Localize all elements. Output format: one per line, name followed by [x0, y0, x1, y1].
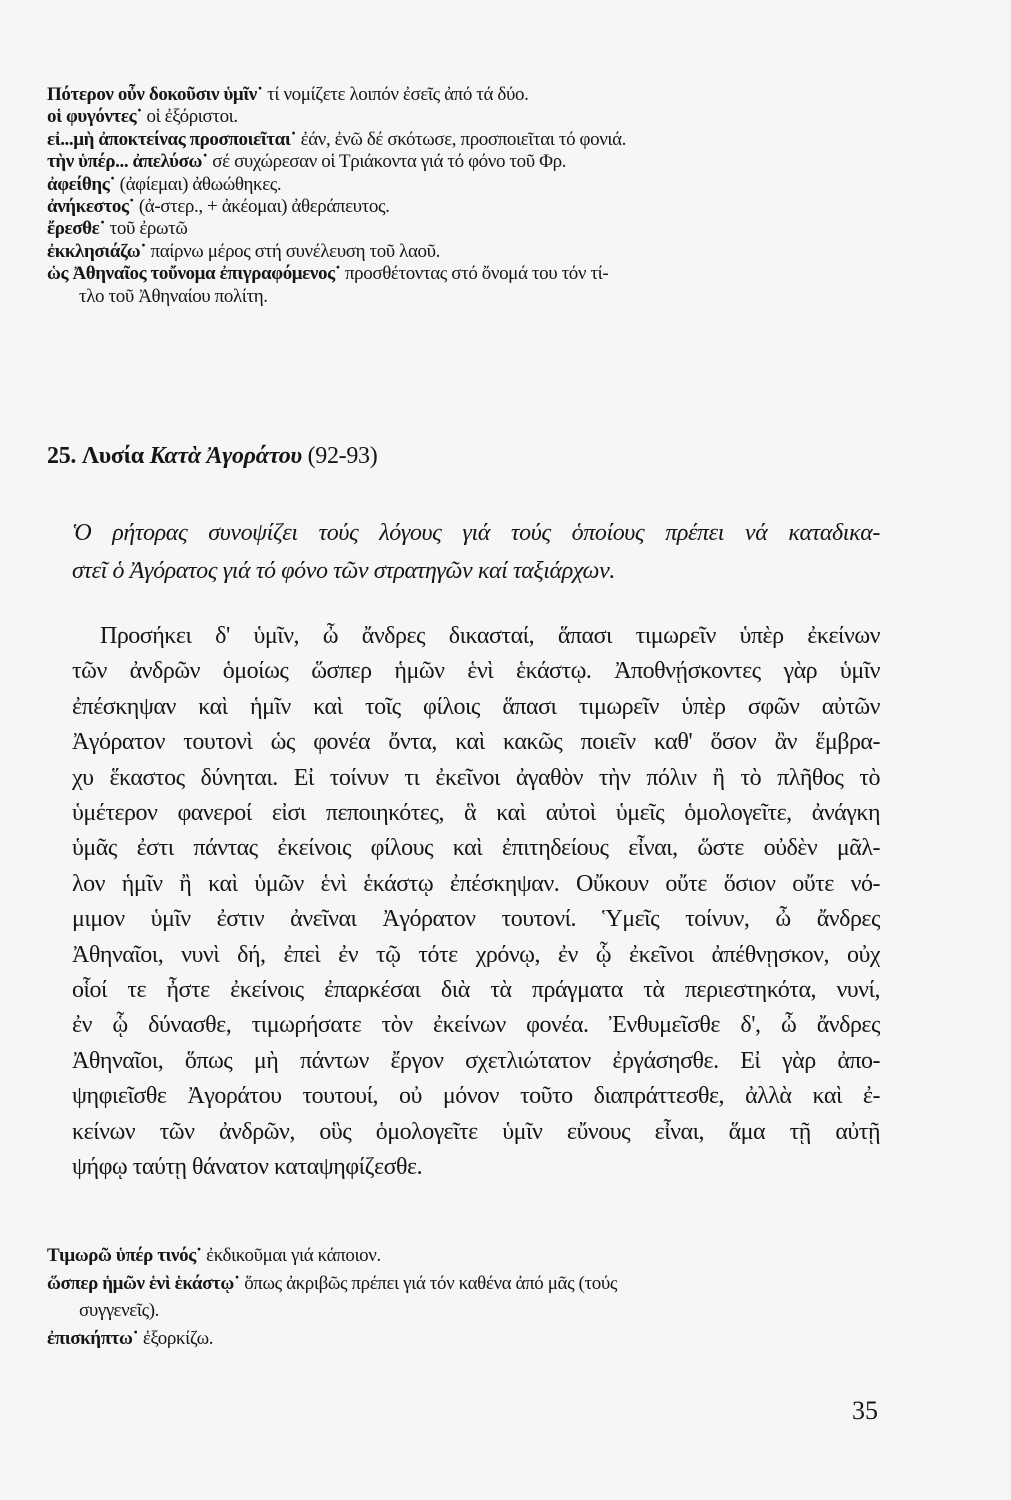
intro-line: στεῖ ὁ Ἀγόρατος γιά τό φόνο τῶν στρατηγῶν καί ταξιάρχων.	[72, 558, 615, 584]
text-line: οἷοί τε ἦστε ἐκείνοις ἐπαρκέσαι διὰ τὰ πράγματα τὰ περιεστηκότα, νυνί,	[72, 977, 880, 1004]
glossary-definition: ἐκδικοῦμαι γιά κάποιον.	[201, 1245, 381, 1266]
main-text	[72, 619, 880, 1186]
glossary-entry	[47, 1270, 877, 1325]
section-intro	[72, 514, 880, 590]
glossary-entry	[47, 241, 877, 263]
text-line: ψήφῳ ταύτῃ θάνατον καταψηφίζεσθε.	[72, 1154, 423, 1181]
section-heading	[47, 443, 377, 470]
text-line: ἐπέσκηψαν καὶ ἡμῖν καὶ τοῖς φίλοις ἅπασι τιμωρεῖν ὑπὲρ σφῶν αὐτῶν	[72, 693, 880, 720]
glossary-term: ἀφείθης˙	[47, 173, 116, 195]
glossary-entry	[47, 174, 877, 196]
glossary-definition: σέ συχώρεσαν οἱ Τριάκοντα γιά τό φόνο τοῦ Φρ.	[207, 151, 567, 173]
text-line: ὑμᾶς ἐστι πάντας ἐκείνοις φίλους καὶ ἐπιτηδείους εἶναι, ὥστε οὐδὲν μᾶλ-	[72, 835, 880, 862]
text-line: ὑμέτερον φανεροί εἰσι πεποιηκότες, ἃ καὶ αὐτοὶ ὑμεῖς ὁμολογεῖτε, ἀνάγκη	[72, 800, 880, 827]
glossary-term: ἐκκλησιάζω˙	[47, 240, 147, 262]
glossary-definition: τί νομίζετε λοιπόν ἐσεῖς ἀπό τά δύο.	[262, 84, 529, 105]
glossary-definition: ἐάν, ἐνῶ δέ σκότωσε, προσποιεῖται τό φονιά.	[296, 128, 627, 150]
glossary-term: ἐπισκήπτω˙	[47, 1327, 139, 1349]
glossary-term: ὡς Ἀθηναῖος τοὔνομα ἐπιγραφόμενος˙	[47, 263, 341, 285]
glossary-term: Τιμωρῶ ὑπέρ τινός˙	[47, 1245, 202, 1266]
text-line: χυ ἕκαστος δύνηται. Εἰ τοίνυν τι ἐκεῖνοι ἀγαθὸν τὴν πόλιν ἢ τὸ πλῆθος τὸ	[72, 764, 880, 791]
text-line: λον ἡμῖν ἢ καὶ ὑμῶν ἑνὶ ἑκάστῳ ἐπέσκηψαν. Οὔκουν οὔτε ὅσιον οὔτε νό-	[72, 870, 880, 897]
page-number: 35	[852, 1396, 878, 1425]
text-line: τῶν ἀνδρῶν ὁμοίως ὥσπερ ἡμῶν ἑνὶ ἑκάστῳ. Ἀποθνῄσκοντες γὰρ ὑμῖν	[72, 658, 880, 685]
intro-line: Ὁ ρήτορας συνοψίζει τούς λόγους γιά τούς ὁποίους πρέπει νά καταδικα-	[72, 520, 880, 546]
top-glossary	[47, 84, 877, 308]
text-line: κείνων τῶν ἀνδρῶν, οὓς ὁμολογεῖτε ὑμῖν εὔνους εἶναι, ἅμα τῇ αὐτῇ	[72, 1118, 880, 1145]
glossary-entry	[47, 129, 877, 151]
glossary-entry	[47, 151, 877, 173]
glossary-definition: (ἀ-στερ., + ἀκέομαι) ἀθεράπευτος.	[134, 196, 390, 218]
text-line: μιμον ὑμῖν ἐστιν ἀνεῖναι Ἀγόρατον τουτονί. Ὑμεῖς τοίνυν, ὦ ἄνδρες	[72, 906, 880, 933]
glossary-entry	[47, 1242, 877, 1270]
text-line: Ἀθηναῖοι, ὅπως μὴ πάντων ἔργον σχετλιώτατον ἐργάσησθε. Εἰ γὰρ ἀπο-	[72, 1047, 880, 1074]
bottom-glossary	[47, 1242, 877, 1352]
glossary-term: τὴν ὑπέρ... ἀπελύσω˙	[47, 151, 208, 173]
glossary-term: ὥσπερ ἡμῶν ἑνὶ ἑκάστῳ˙	[47, 1272, 240, 1294]
glossary-continuation: συγγενεῖς).	[79, 1300, 159, 1322]
glossary-entry	[47, 196, 877, 218]
glossary-definition: παίρνω μέρος στή συνέλευση τοῦ λαοῦ.	[146, 240, 440, 262]
text-line: Ἀγόρατον τουτονὶ ὡς φονέα ὄντα, καὶ κακῶς ποιεῖν καθ' ὅσον ἂν ἕμβρα-	[72, 729, 880, 756]
glossary-term: Πότερον οὖν δοκοῦσιν ὑμῖν˙	[47, 84, 263, 105]
glossary-entry	[47, 263, 877, 308]
glossary-entry	[47, 106, 877, 128]
text-line: ἐν ᾧ δύνασθε, τιμωρήσατε τὸν ἐκείνων φονέα. Ἐνθυμεῖσθε δ', ὦ ἄνδρες	[72, 1012, 880, 1039]
glossary-continuation: τλο τοῦ Ἀθηναίου πολίτη.	[79, 285, 268, 307]
glossary-definition: τοῦ ἐρωτῶ	[105, 218, 188, 240]
glossary-entry	[47, 1325, 877, 1353]
text-line: ψηφιεῖσθε Ἀγοράτου τουτουί, οὐ μόνον τοῦτο διαπράττεσθε, ἀλλὰ καὶ ἐ-	[72, 1083, 880, 1110]
glossary-term: οἱ φυγόντες˙	[47, 106, 143, 128]
text-line: Προσήκει δ' ὑμῖν, ὦ ἄνδρες δικασταί, ἅπασι τιμωρεῖν ὑπὲρ ἐκείνων	[100, 623, 880, 649]
glossary-term: ἔρεσθε˙	[47, 218, 106, 240]
section-author: Λυσία	[81, 443, 144, 469]
glossary-term: εἰ...μὴ ἀποκτείνας προσποιεῖται˙	[47, 128, 297, 150]
section-range: (92-93)	[307, 443, 378, 469]
glossary-definition: ὅπως ἀκριβῶς πρέπει γιά τόν καθένα ἀπό μᾶς (τούς	[239, 1272, 617, 1294]
glossary-definition: προσθέτοντας στό ὄνομά του τόν τί-	[340, 263, 609, 285]
glossary-term: ἀνήκεστος˙	[47, 196, 135, 218]
section-title: Κατὰ Ἀγοράτου	[149, 443, 302, 469]
text-line: Ἀθηναῖοι, νυνὶ δή, ἐπεὶ ἐν τῷ τότε χρόνῳ, ἐν ᾧ ἐκεῖνοι ἀπέθνῃσκον, οὐχ	[72, 941, 880, 968]
glossary-definition: ἐξορκίζω.	[138, 1327, 214, 1349]
glossary-definition: (ἀφίεμαι) ἀθωώθηκες.	[115, 173, 282, 195]
glossary-definition: οἱ ἐξόριστοι.	[142, 106, 238, 128]
glossary-entry	[47, 218, 877, 240]
glossary-entry	[47, 84, 877, 106]
section-number: 25.	[47, 443, 77, 469]
